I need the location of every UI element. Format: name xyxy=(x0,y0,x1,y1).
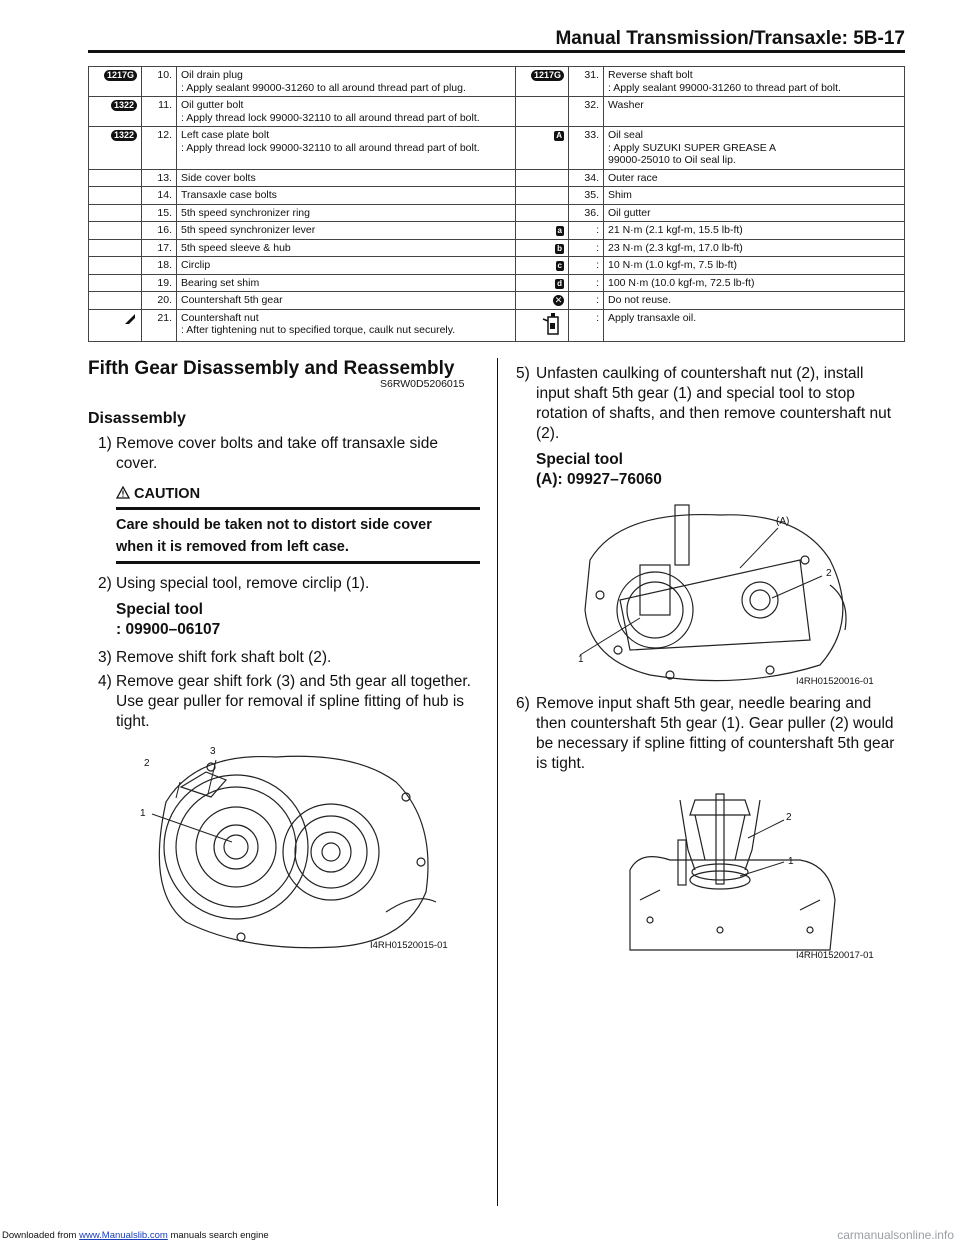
table-row: 19. Bearing set shim d : 100 N·m (10.0 kgf-m, 72.5 lb-ft) xyxy=(89,274,905,292)
table-row: 1217G 10. Oil drain plug : Apply sealant 99000-31260 to all around thread part of plug. 1217G 31. Reverse shaft bolt : Apply sealant 99000-31260 to thread part of bolt. xyxy=(89,67,905,97)
table-row: 13. Side cover bolts 34. Outer race xyxy=(89,169,905,187)
step-1-number: 1) xyxy=(98,435,112,452)
step-4-number: 4) xyxy=(98,673,112,690)
grease-icon: A xyxy=(516,127,569,170)
step-4-line-1: Remove gear shift fork (3) and 5th gear all together. xyxy=(116,673,471,690)
callout-1: 1 xyxy=(578,654,584,665)
callout-3: 3 xyxy=(210,746,216,757)
torque-icon: b xyxy=(516,239,569,257)
watermark: carmanualsonline.info xyxy=(837,1228,954,1242)
table-row: 17. 5th speed sleeve & hub b : 23 N·m (2.3 kgf-m, 17.0 lb-ft) xyxy=(89,239,905,257)
subheading-disassembly: Disassembly xyxy=(88,410,186,427)
step-5-line-2: input shaft 5th gear (1) and special tool to stop xyxy=(536,385,855,402)
torque-icon: c xyxy=(516,257,569,275)
caution-heading: CAUTION xyxy=(116,486,200,502)
torque-icon: a xyxy=(516,222,569,240)
step-2-tool-label: Special tool xyxy=(116,601,203,618)
figure-gear-puller xyxy=(600,790,905,965)
thread-lock-icon: 1322 xyxy=(89,97,142,127)
step-4-line-3: tight. xyxy=(116,713,150,730)
step-2-number: 2) xyxy=(98,575,112,592)
step-5-tool-number: (A): 09927–76060 xyxy=(536,471,662,488)
figure-transaxle-side xyxy=(136,742,476,954)
countershaft-illustration xyxy=(560,500,905,690)
step-1-line-1: Remove cover bolts and take off transaxle side xyxy=(116,435,438,452)
sealant-icon: 1217G xyxy=(89,67,142,97)
section-title: Fifth Gear Disassembly and Reassembly xyxy=(88,358,455,379)
table-row: 1322 11. Oil gutter bolt : Apply thread lock 99000-32110 to all around thread part of bolt. 32. Washer xyxy=(89,97,905,127)
section-code: S6RW0D5206015 xyxy=(380,378,465,390)
callout-A: (A) xyxy=(776,516,790,527)
table-row: 14. Transaxle case bolts 35. Shim xyxy=(89,187,905,205)
figure-countershaft-nut xyxy=(560,500,905,690)
table-row: 21. Countershaft nut : After tightening nut to specified torque, caulk nut securely. : Apply transaxle oil. xyxy=(89,309,905,342)
step-6-number: 6) xyxy=(516,695,530,712)
step-6-line-2: then countershaft 5th gear (1). Gear puller (2) would xyxy=(536,715,894,732)
figure-code: I4RH01520015-01 xyxy=(370,940,448,951)
step-2-tool-number: : 09900–06107 xyxy=(116,621,221,638)
gear-puller-illustration xyxy=(600,790,905,965)
step-3-number: 3) xyxy=(98,649,112,666)
caulk-icon xyxy=(89,309,142,342)
caution-rule-top xyxy=(116,507,480,510)
table-row: 16. 5th speed synchronizer lever a : 21 N·m (2.1 kgf-m, 15.5 lb-ft) xyxy=(89,222,905,240)
step-6-line-1: Remove input shaft 5th gear, needle bearing and xyxy=(536,695,872,712)
footer xyxy=(0,1230,960,1242)
callout-1: 1 xyxy=(140,808,146,819)
do-not-reuse-icon: ✕ xyxy=(516,292,569,310)
step-5-tool-label: Special tool xyxy=(536,451,623,468)
step-3-text: Remove shift fork shaft bolt (2). xyxy=(116,649,332,666)
warning-icon xyxy=(116,486,130,499)
sealant-icon: 1217G xyxy=(516,67,569,97)
step-6-line-4: is tight. xyxy=(536,755,586,772)
table-row: 1322 12. Left case plate bolt : Apply thread lock 99000-32110 to all around thread part of bolt. A 33. Oil seal : Apply SUZUKI SUPER GREASE A 99000-25010 to Oil seal lip. xyxy=(89,127,905,170)
manualslib-link[interactable]: www.Manualslib.com xyxy=(79,1230,168,1241)
caution-rule-bottom xyxy=(116,561,480,564)
step-5-number: 5) xyxy=(516,365,530,382)
table-row: 18. Circlip c : 10 N·m (1.0 kgf-m, 7.5 lb-ft) xyxy=(89,257,905,275)
callout-2: 2 xyxy=(826,568,832,579)
page-header-title: Manual Transmission/Transaxle: 5B-17 xyxy=(555,28,905,49)
thread-lock-icon: 1322 xyxy=(89,127,142,170)
figure-code: I4RH01520016-01 xyxy=(796,676,874,687)
step-5-line-4: (2). xyxy=(536,425,560,442)
callout-1: 1 xyxy=(788,856,794,867)
oil-can-icon xyxy=(516,309,569,342)
transaxle-illustration xyxy=(136,742,476,954)
step-5-line-3: rotation of shafts, and then remove countershaft nut xyxy=(536,405,891,422)
table-row: 20. Countershaft 5th gear ✕ : Do not reuse. xyxy=(89,292,905,310)
figure-code: I4RH01520017-01 xyxy=(796,950,874,961)
step-4-line-2: Use gear puller for removal if spline fitting of hub is xyxy=(116,693,465,710)
caution-text: Care should be taken not to distort side cover when it is removed from left case. xyxy=(116,517,432,555)
column-divider xyxy=(497,358,498,1206)
step-5-line-1: Unfasten caulking of countershaft nut (2), install xyxy=(536,365,864,382)
step-1-line-2: cover. xyxy=(116,455,158,472)
step-6-line-3: be necessary if spline fitting of countershaft 5th gear xyxy=(536,735,895,752)
callout-2: 2 xyxy=(144,758,150,769)
step-2-text: Using special tool, remove circlip (1). xyxy=(116,575,370,592)
callout-2: 2 xyxy=(786,812,792,823)
download-note: Downloaded from www.Manualslib.com manuals search engine xyxy=(2,1230,269,1241)
header-rule xyxy=(88,50,905,53)
torque-icon: d xyxy=(516,274,569,292)
legend-table xyxy=(88,66,905,342)
table-row: 15. 5th speed synchronizer ring 36. Oil gutter xyxy=(89,204,905,222)
